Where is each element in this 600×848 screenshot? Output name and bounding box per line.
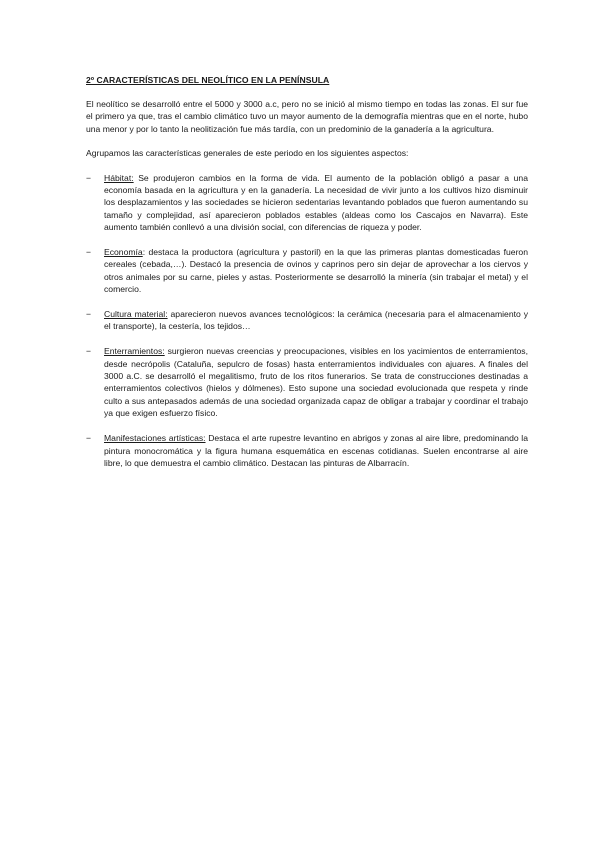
characteristics-list bbox=[86, 172, 528, 470]
list-item-economia bbox=[86, 246, 528, 296]
document-page bbox=[86, 75, 528, 482]
lead-paragraph: Agrupamos las características generales de este periodo en los siguientes aspectos: bbox=[86, 148, 409, 159]
list-item-cultura-material bbox=[86, 308, 528, 333]
list-item-body: Destaca el arte rupestre levantino en abrigos y zonas al aire libre, predominando la pintura monocromática y la figura humana esquemática en escenas cotidianas. Suelen encontrarse al aire libre, lo que demuestra el cambio climático. Destacan las pinturas de Albarracín. bbox=[104, 433, 528, 468]
list-item-text bbox=[104, 432, 528, 469]
list-item-text bbox=[104, 246, 528, 296]
document-title: 2º CARACTERÍSTICAS DEL NEOLÍTICO EN LA PENÍNSULA bbox=[86, 75, 330, 85]
dash-bullet-icon: − bbox=[86, 172, 92, 183]
intro-paragraph: El neolítico se desarrolló entre el 5000 y 3000 a.c, pero no se inició al mismo tiempo en todas las zonas. El sur fue el primero ya que, tras el cambio climático tuvo un mayor aumento de la demografía mientras que en el norte, hubo una menor y por lo tanto la neolitización fue más tardía, con un predominio de la ganadería a la agricultura. bbox=[86, 99, 528, 134]
list-item-manifestaciones-artisticas bbox=[86, 432, 528, 469]
dash-bullet-icon: − bbox=[86, 309, 92, 320]
list-item-heading: Hábitat: bbox=[104, 172, 134, 183]
list-item-text bbox=[104, 172, 528, 234]
list-item-habitat bbox=[86, 172, 528, 234]
dash-bullet-icon: − bbox=[86, 433, 92, 444]
list-item-body: : destaca la productora (agricultura y pastoril) en la que las primeras plantas domesticadas fueron cereales (cebada,…). Destacó la presencia de ovinos y caprinos pero sin dejar de aprovechar a los ciervos y otros animales por su carne, pieles y astas. Posteriormente se desarrolló la minería (sin trabajar el metal) y el comercio. bbox=[104, 247, 528, 295]
list-item-enterramientos bbox=[86, 345, 528, 419]
list-item-text bbox=[104, 308, 528, 333]
list-item-heading: Economía bbox=[104, 247, 143, 258]
list-item-body: surgieron nuevas creencias y preocupaciones, visibles en los yacimientos de enterramientos, desde necrópolis (Cataluña, sepulcro de fosas) hasta enterramientos individuales con ajuares. A finales del 3000 a.C. se desarrolló el megalitismo, fruto de los ritos funerarios. Se trata de construcciones destinadas a enterramientos colectivos (hielos y dólmenes). Esto supone una sociedad evolucionada que respeta y rinde culto a sus antepasados además de una sociedad organizada capaz de obligar a trabajar y coordinar el trabajo ya que exigen esfuerzo físico. bbox=[104, 346, 528, 419]
dash-bullet-icon: − bbox=[86, 247, 92, 258]
list-item-heading: Cultura material: bbox=[104, 309, 168, 320]
list-item-body: Se produjeron cambios en la forma de vida. El aumento de la población obligó a pasar a una economía basada en la agricultura y en la ganadería. La necesidad de vivir junto a los cultivos hizo disminuir los desplazamientos y las sociedades se hicieron sedentarias levantando poblados que fueron aumentando su tamaño y complejidad, así aparecieron poblados estables (aldeas como los Cascajos en Navarra). Este aumento también conllevó a una división social, con diferencias de riqueza y poder. bbox=[104, 172, 528, 233]
list-item-heading: Manifestaciones artísticas: bbox=[104, 433, 206, 444]
list-item-body: aparecieron nuevos avances tecnológicos: la cerámica (necesaria para el almacenamiento y el transporte), la cestería, los tejidos… bbox=[104, 309, 528, 332]
dash-bullet-icon: − bbox=[86, 346, 92, 357]
list-item-text bbox=[104, 345, 528, 419]
list-item-heading: Enterramientos: bbox=[104, 346, 165, 357]
